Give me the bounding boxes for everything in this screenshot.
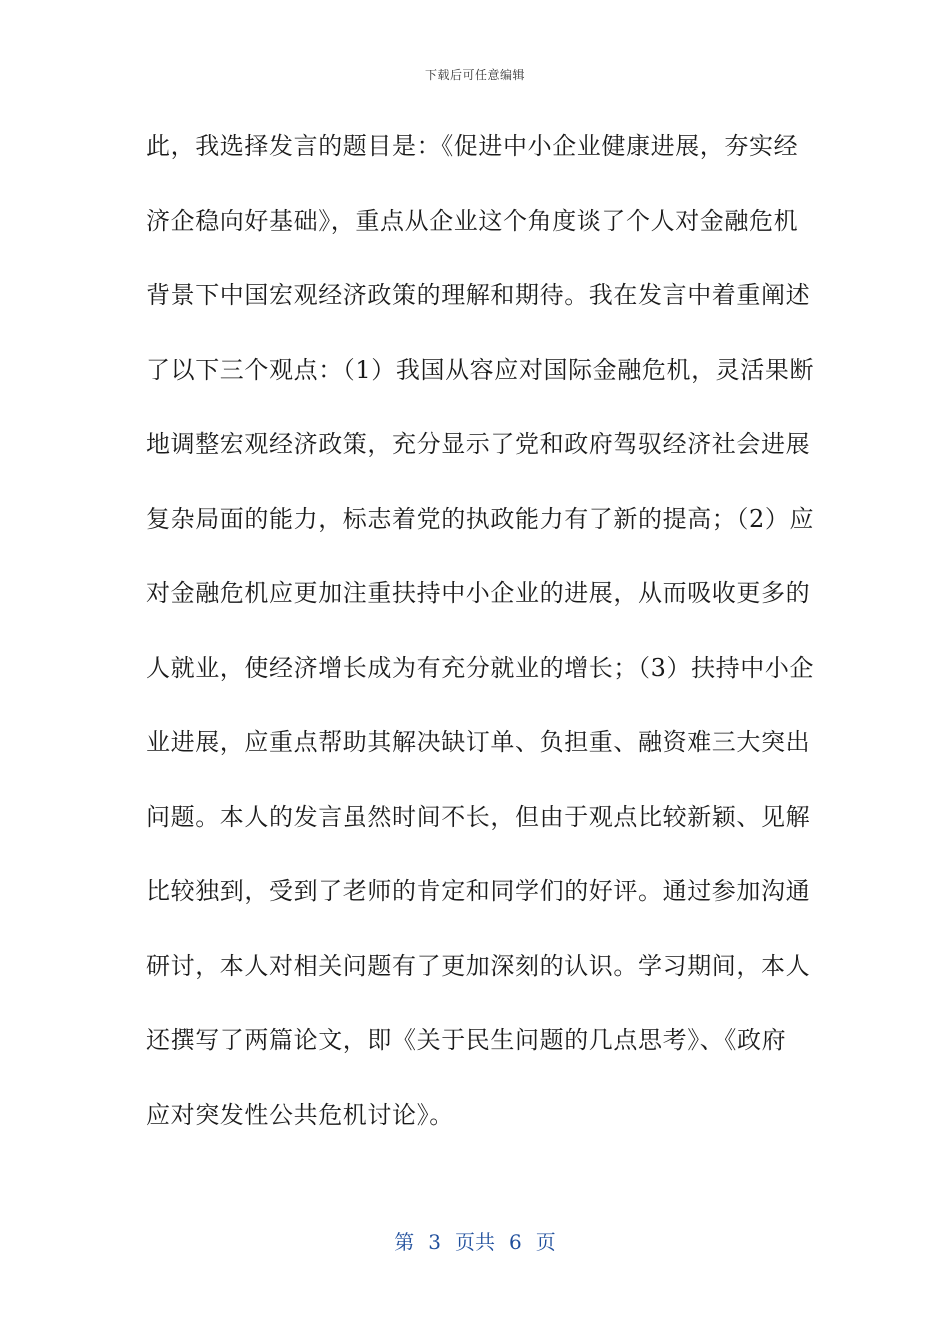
body-line: 应对突发性公共危机讨论》。 xyxy=(146,1100,454,1129)
body-line: 对金融危机应更加注重扶持中小企业的进展，从而吸收更多的 xyxy=(146,579,811,607)
page-footer xyxy=(0,1226,950,1255)
document-body xyxy=(146,124,826,1167)
body-line: 背景下中国宏观经济政策的理解和期待。我在发言中着重阐述 xyxy=(146,281,811,309)
body-line: 研讨，本人对相关问题有了更加深刻的认识。学习期间，本人 xyxy=(146,951,811,980)
body-line: 问题。本人的发言虽然时间不长，但由于观点比较新颖、见解 xyxy=(146,802,811,831)
body-line: 还撰写了两篇论文，即《关于民生问题的几点思考》、《政府 xyxy=(146,1026,787,1054)
footer-page-number: 3 xyxy=(428,1230,441,1254)
body-line: 人就业，使经济增长成为有充分就业的增长；（3）扶持中小企 xyxy=(146,653,815,682)
body-line: 此，我选择发言的题目是：《促进中小企业健康进展，夯实经 xyxy=(146,132,799,160)
header-note: 下载后可任意编辑 xyxy=(424,68,525,82)
body-line: 比较独到，受到了老师的肯定和同学们的好评。通过参加沟通 xyxy=(146,877,811,905)
footer-page-suffix: 页 xyxy=(535,1230,556,1254)
body-line: 地调整宏观经济政策，充分显示了党和政府驾驭经济社会进展 xyxy=(146,430,811,458)
footer-page-middle: 页共 xyxy=(455,1230,495,1254)
body-line: 业进展，应重点帮助其解决缺订单、负担重、融资难三大突出 xyxy=(146,728,811,756)
body-line: 了以下三个观点：（1）我国从容应对国际金融危机，灵活果断 xyxy=(146,355,815,384)
footer-page-prefix: 第 xyxy=(394,1230,415,1254)
body-line: 复杂局面的能力，标志着党的执政能力有了新的提高；（2）应 xyxy=(146,504,815,533)
body-line: 济企稳向好基础》，重点从企业这个角度谈了个人对金融危机 xyxy=(146,206,799,235)
footer-page-total: 6 xyxy=(509,1230,522,1254)
